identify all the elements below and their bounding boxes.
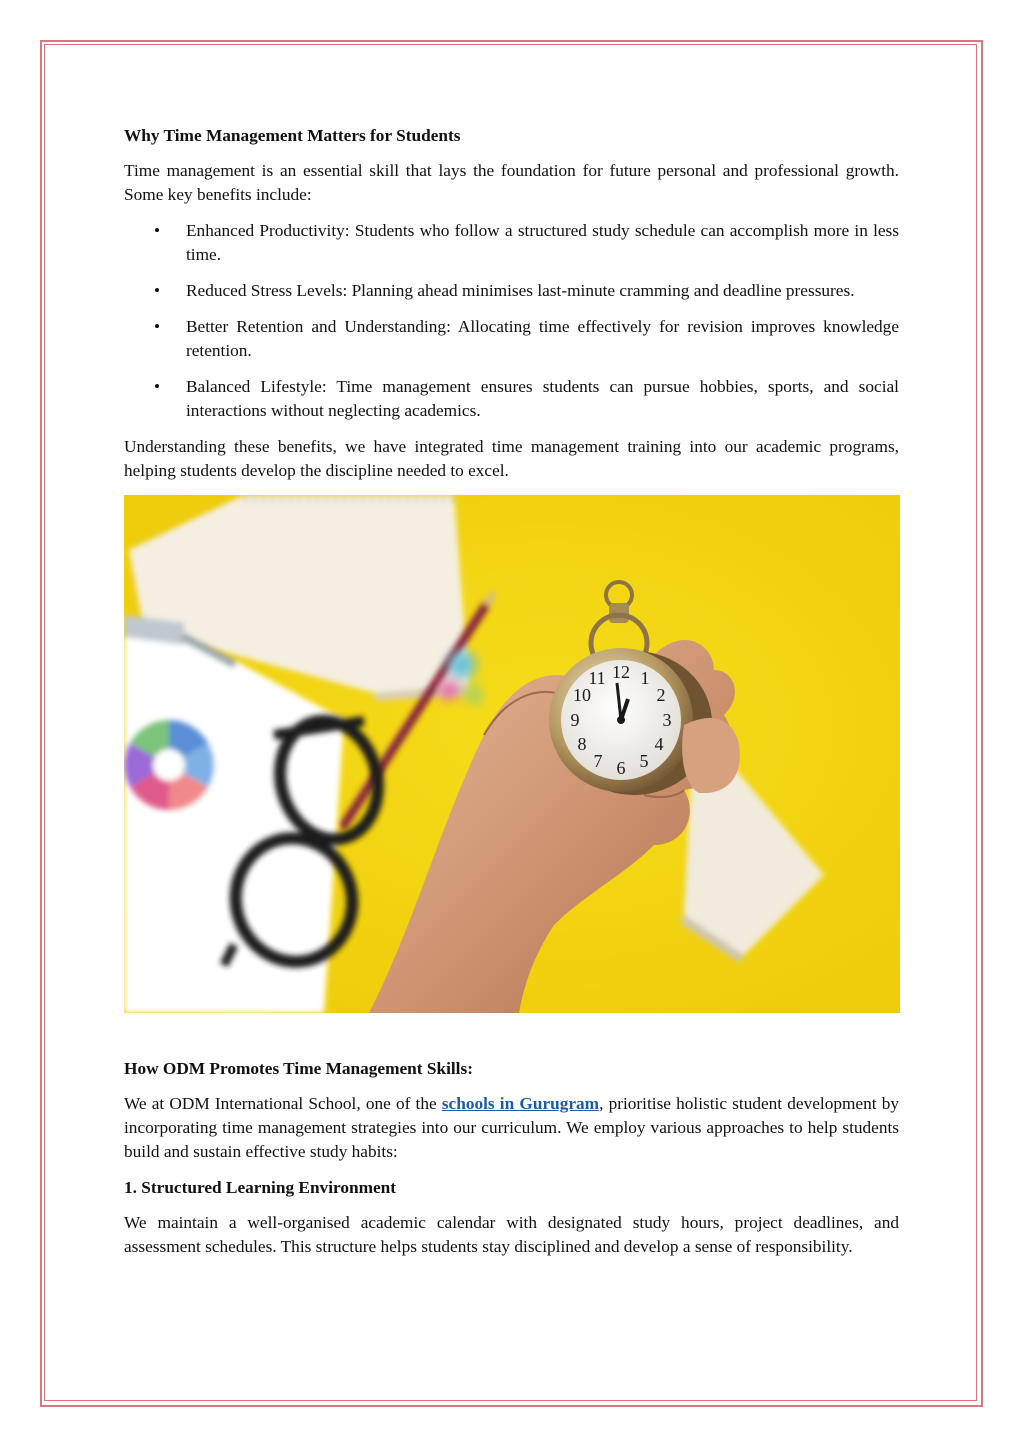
schools-in-gurugram-link[interactable]: schools in Gurugram	[441, 1094, 600, 1113]
dial-number: 5	[639, 751, 649, 771]
dial-number: 10	[573, 685, 591, 705]
document-body	[124, 124, 899, 1271]
pie-chart-graphic	[124, 720, 213, 810]
list-item	[124, 375, 899, 423]
bullet-icon: •	[154, 281, 161, 300]
outro-paragraph: Understanding these benefits, we have integrated time management training into our academic programs, helping students develop the discipline needed to excel.	[124, 437, 899, 480]
bullet-icon: •	[154, 221, 161, 240]
section-heading-structured-learning: 1. Structured Learning Environment	[124, 1178, 397, 1197]
thumb	[682, 718, 740, 793]
list-item-text: Reduced Stress Levels: Planning ahead minimises last-minute cramming and deadline pressures.	[186, 281, 855, 300]
dial-number: 1	[640, 668, 650, 688]
dial-number: 3	[662, 710, 672, 730]
bullet-icon: •	[154, 317, 161, 336]
pocket-watch-photo	[124, 495, 900, 1013]
list-item	[124, 279, 899, 303]
section-heading-odm-promotes: How ODM Promotes Time Management Skills:	[124, 1059, 473, 1078]
odm-paragraph	[124, 1092, 899, 1164]
odm-paragraph-start: We at ODM International School, one of the	[124, 1094, 437, 1113]
list-item-text: Balanced Lifestyle: Time management ensures students can pursue hobbies, sports, and social interactions without neglecting academics.	[186, 377, 899, 420]
section-heading-why-time-management: Why Time Management Matters for Students	[124, 126, 461, 145]
dial-number: 9	[570, 710, 580, 730]
benefits-list	[124, 219, 899, 423]
list-item	[124, 219, 899, 267]
list-item	[124, 315, 899, 363]
intro-paragraph: Time management is an essential skill that lays the foundation for future personal and professional growth. Some key benefits include:	[124, 161, 899, 204]
structured-learning-paragraph: We maintain a well-organised academic calendar with designated study hours, project deadlines, and assessment schedules. This structure helps students stay disciplined and develop a sense of responsibility.	[124, 1213, 899, 1256]
list-item-text: Enhanced Productivity: Students who follow a structured study schedule can accomplish more in less time.	[186, 221, 899, 264]
dial-number: 6	[616, 758, 626, 778]
dial-number: 12	[612, 662, 630, 682]
list-item-text: Better Retention and Understanding: Allocating time effectively for revision improves knowledge retention.	[186, 317, 899, 360]
dial-number: 7	[593, 751, 603, 771]
dial-number: 4	[654, 734, 664, 754]
dial-number: 8	[577, 734, 587, 754]
bullet-icon: •	[154, 377, 161, 396]
dial-number: 11	[588, 668, 606, 688]
dial-number: 2	[656, 685, 666, 705]
odm-paragraph-end: , prioritise holistic student development by incorporating time management strategies into our curriculum. We employ various approaches to help students build and sustain effective study habits:	[124, 1094, 899, 1161]
